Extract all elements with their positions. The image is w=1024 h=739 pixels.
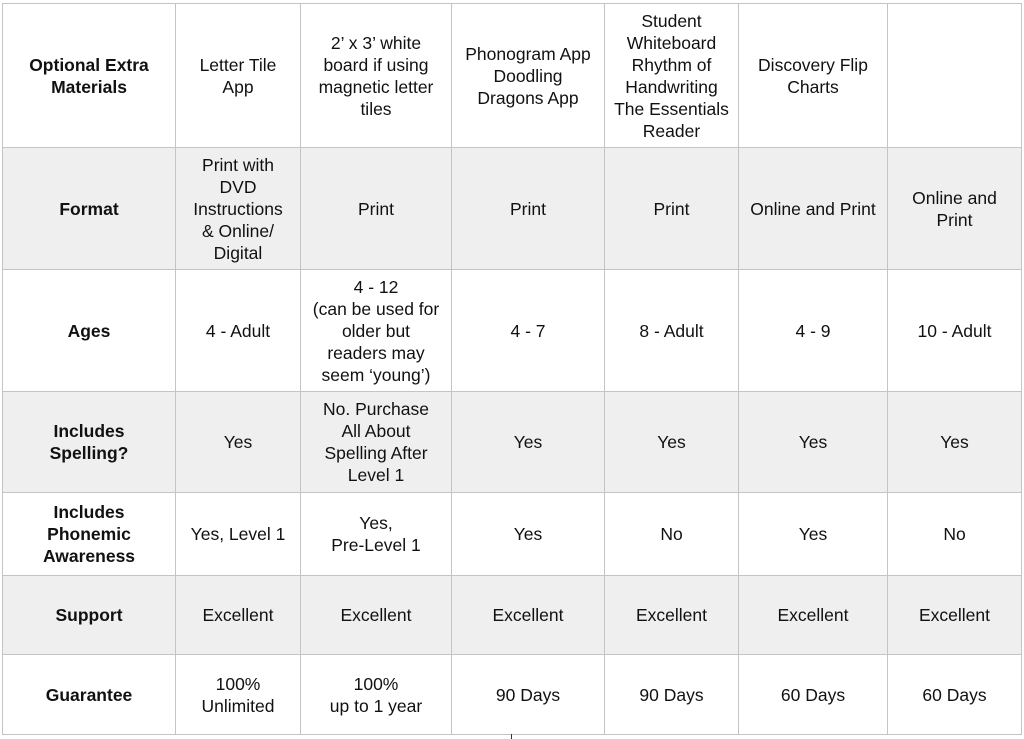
table-cell: 8 - Adult: [605, 270, 739, 392]
table-cell: Online and Print: [888, 148, 1022, 270]
table-row-format: [3, 148, 1022, 270]
table-cell: Excellent: [452, 576, 605, 655]
table-cell: No: [605, 493, 739, 576]
table-cell: No: [888, 493, 1022, 576]
table-cell: 4 - Adult: [176, 270, 301, 392]
table-cell: 10 - Adult: [888, 270, 1022, 392]
table-cell: 4 - 9: [739, 270, 888, 392]
row-header-optional-extra-materials: Optional Extra Materials: [3, 4, 176, 148]
table-cell: No. Purchase All About Spelling After Level 1: [301, 392, 452, 493]
table-cell: 4 - 7: [452, 270, 605, 392]
table-row-support: [3, 576, 1022, 655]
table-cell: Online and Print: [739, 148, 888, 270]
table-cell: 4 - 12 (can be used for older but readers may seem ‘young’): [301, 270, 452, 392]
table-cell: Yes: [739, 493, 888, 576]
table-cell: Yes: [452, 392, 605, 493]
table-row-includes-spelling: [3, 392, 1022, 493]
table-cell: 100% Unlimited: [176, 655, 301, 735]
table-cell: Excellent: [176, 576, 301, 655]
table-cell: Phonogram App Doodling Dragons App: [452, 4, 605, 148]
table-cell: Yes: [739, 392, 888, 493]
comparison-table: [2, 3, 1022, 735]
table-cell: 100% up to 1 year: [301, 655, 452, 735]
table-cell: Print: [605, 148, 739, 270]
table-cell: 60 Days: [888, 655, 1022, 735]
table-cell: 60 Days: [739, 655, 888, 735]
table-cell: Yes, Pre-Level 1: [301, 493, 452, 576]
table-cell: Letter Tile App: [176, 4, 301, 148]
table-cell: Excellent: [739, 576, 888, 655]
table-cell: Yes: [888, 392, 1022, 493]
table-cell: Discovery Flip Charts: [739, 4, 888, 148]
table-cell: 90 Days: [452, 655, 605, 735]
table-cell: 90 Days: [605, 655, 739, 735]
table-cell: 2’ x 3’ white board if using magnetic letter tiles: [301, 4, 452, 148]
table-cell: Excellent: [605, 576, 739, 655]
table-cell: Student Whiteboard Rhythm of Handwriting The Essentials Reader: [605, 4, 739, 148]
table-cell: Print: [452, 148, 605, 270]
row-header-includes-spelling: Includes Spelling?: [3, 392, 176, 493]
table-cell: Yes: [452, 493, 605, 576]
table-row-optional-extra-materials: [3, 4, 1022, 148]
row-header-guarantee: Guarantee: [3, 655, 176, 735]
table-cell: Excellent: [301, 576, 452, 655]
row-header-includes-phonemic-awareness: Includes Phonemic Awareness: [3, 493, 176, 576]
table-cell: Yes: [176, 392, 301, 493]
table-cell: Print with DVD Instructions & Online/ Digital: [176, 148, 301, 270]
table-cell: Yes, Level 1: [176, 493, 301, 576]
table-row-guarantee: [3, 655, 1022, 735]
table-cell: Excellent: [888, 576, 1022, 655]
table-cell: Yes: [605, 392, 739, 493]
table-row-ages: [3, 270, 1022, 392]
table-cell: [888, 4, 1022, 148]
table-row-includes-phonemic-awareness: [3, 493, 1022, 576]
table-cell: Print: [301, 148, 452, 270]
row-header-support: Support: [3, 576, 176, 655]
page-edge-tick: [511, 734, 512, 739]
row-header-ages: Ages: [3, 270, 176, 392]
row-header-format: Format: [3, 148, 176, 270]
